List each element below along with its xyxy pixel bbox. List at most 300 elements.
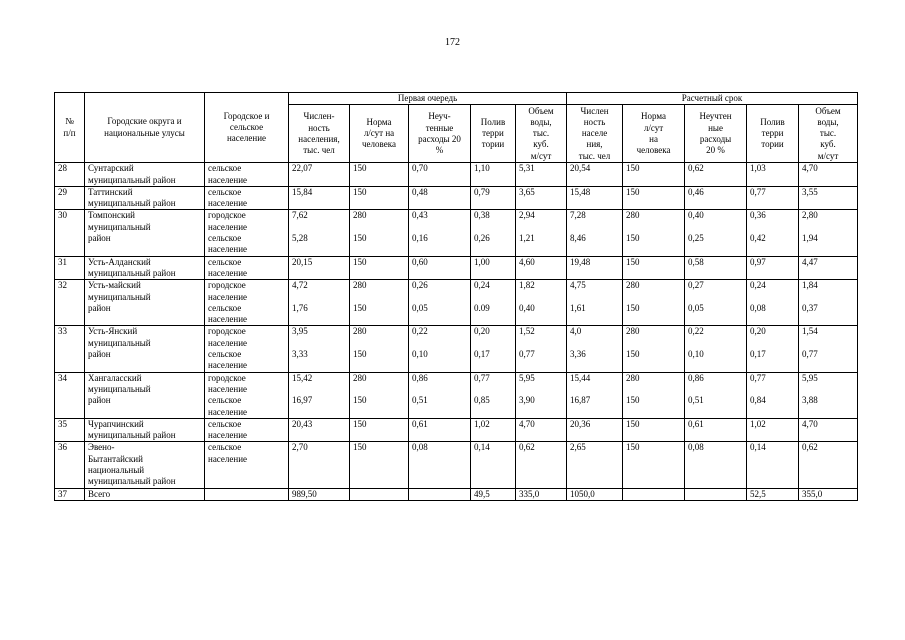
text-line [474, 314, 512, 325]
text-line: 0,43 [412, 210, 428, 221]
district-name-cell [85, 280, 205, 326]
first-stage-irrigation-cell [471, 210, 516, 256]
text-line: 150 [626, 418, 640, 429]
estimated-term-volume-cell [799, 163, 858, 187]
text-line: сельское [208, 163, 242, 174]
text-line: 0,14 [750, 442, 766, 453]
district-name-cell [85, 418, 205, 442]
text-line: 150 [626, 186, 640, 197]
text-line: на [649, 133, 658, 144]
text-line: 1,84 [802, 280, 818, 291]
text-line: население [208, 406, 248, 417]
text-line [802, 360, 854, 371]
table-row [55, 280, 858, 326]
text-line: 1,54 [802, 326, 818, 337]
population-type-cell [205, 186, 289, 210]
text-line: муниципальный [88, 221, 151, 232]
row-number-cell [55, 280, 85, 326]
text-line [208, 476, 285, 487]
estimated-term-volume-cell [799, 186, 858, 210]
estimated-term-irrigation-cell [747, 442, 799, 488]
first-stage-norm-cell [350, 163, 409, 187]
text-line: 280 [626, 372, 640, 383]
text-line: район [88, 349, 111, 360]
text-line [750, 222, 795, 233]
text-line [519, 360, 563, 371]
estimated-term-population-cell [567, 163, 623, 187]
header-g2-volume [799, 105, 858, 163]
first-stage-norm-cell [350, 280, 409, 326]
estimated-term-population-cell [567, 418, 623, 442]
text-line: население [208, 174, 248, 185]
text-line: 5,95 [519, 372, 535, 383]
text-line: 150 [626, 349, 640, 360]
text-line [688, 244, 743, 255]
estimated-term-unaccounted-cell [685, 280, 747, 326]
text-line: 20 % [706, 145, 725, 156]
table-row [55, 256, 858, 280]
text-line: 150 [353, 442, 367, 453]
first-stage-unaccounted-cell [409, 488, 471, 500]
text-line: 280 [626, 210, 640, 221]
text-line: население [208, 291, 248, 302]
text-line: 0,05 [412, 302, 428, 313]
text-line: сельское [208, 418, 242, 429]
text-line: 280 [353, 372, 367, 383]
text-line: 4,70 [802, 418, 818, 429]
first-stage-norm-cell [350, 326, 409, 372]
first-stage-unaccounted-cell [409, 210, 471, 256]
text-line: тыс. [532, 128, 550, 139]
text-line [519, 244, 563, 255]
row-number-cell [55, 326, 85, 372]
text-line: городское [208, 326, 246, 337]
text-line: 0,85 [474, 395, 490, 406]
text-line [519, 384, 563, 395]
text-line [412, 314, 467, 325]
text-line: сельское [208, 395, 242, 406]
text-line: 1,61 [570, 302, 586, 313]
district-name-cell [85, 163, 205, 187]
row-number-cell [55, 442, 85, 488]
text-line: 0,62 [688, 163, 704, 174]
text-line [292, 222, 346, 233]
table-row [55, 186, 858, 210]
text-line: 0,51 [412, 395, 428, 406]
estimated-term-norm-cell [623, 372, 685, 418]
district-name-cell [85, 488, 205, 500]
population-type-cell [205, 256, 289, 280]
first-stage-norm-cell [350, 372, 409, 418]
first-stage-population-cell [289, 488, 350, 500]
text-line: население [226, 133, 267, 144]
text-line: население [208, 221, 248, 232]
text-line: 0,36 [750, 210, 766, 221]
estimated-term-irrigation-cell [747, 256, 799, 280]
estimated-term-volume-cell [799, 372, 858, 418]
population-type-cell [205, 210, 289, 256]
text-line: 0,26 [412, 280, 428, 291]
text-line [474, 384, 512, 395]
first-stage-volume-cell [516, 256, 567, 280]
text-line: 16,87 [570, 395, 591, 406]
text-line [570, 360, 619, 371]
text-line: 0,58 [688, 256, 704, 267]
estimated-term-volume-cell [799, 326, 858, 372]
text-line: 3,88 [802, 395, 818, 406]
text-line: 15,44 [570, 372, 591, 383]
text-line: 3,36 [570, 349, 586, 360]
text-line: 2,80 [802, 210, 818, 221]
text-line [474, 338, 512, 349]
estimated-term-norm-cell [623, 326, 685, 372]
district-name-cell [85, 372, 205, 418]
text-line: 0,60 [412, 256, 428, 267]
header-row-groups [55, 93, 858, 105]
text-line: городское [208, 210, 246, 221]
text-line: Хангаласский [88, 372, 142, 383]
text-line [519, 292, 563, 303]
first-stage-unaccounted-cell [409, 280, 471, 326]
estimated-term-unaccounted-cell [685, 256, 747, 280]
text-line: тыс. чел [578, 150, 611, 161]
text-line: 4,72 [292, 280, 308, 291]
first-stage-population-cell [289, 372, 350, 418]
first-stage-irrigation-cell [471, 280, 516, 326]
text-line: население [208, 383, 248, 394]
first-stage-volume-cell [516, 210, 567, 256]
text-line [750, 360, 795, 371]
text-line [626, 407, 681, 418]
text-line [353, 384, 405, 395]
text-line [519, 338, 563, 349]
estimated-term-norm-cell [623, 163, 685, 187]
header-g1-irrigation [471, 105, 516, 163]
text-line [88, 407, 201, 418]
text-line: 0,08 [412, 442, 428, 453]
text-line: муниципальный район [88, 198, 176, 209]
table-row [55, 372, 858, 418]
first-stage-norm-cell [350, 488, 409, 500]
district-name-cell [85, 442, 205, 488]
text-line: сельское [229, 122, 264, 132]
text-line [626, 292, 681, 303]
text-line [353, 314, 405, 325]
table-row [55, 210, 858, 256]
population-type-cell [205, 372, 289, 418]
text-line: ность [583, 116, 606, 127]
text-line [519, 407, 563, 418]
text-line: население [208, 360, 248, 371]
first-stage-irrigation-cell [471, 442, 516, 488]
first-stage-irrigation-cell [471, 256, 516, 280]
text-line [519, 314, 563, 325]
estimated-term-unaccounted-cell [685, 210, 747, 256]
text-line: 49,5 [474, 488, 490, 499]
estimated-term-norm-cell [623, 280, 685, 326]
text-line [626, 360, 681, 371]
text-line [292, 384, 346, 395]
estimated-term-population-cell [567, 256, 623, 280]
text-line: ния, [586, 139, 603, 150]
text-line: 20,43 [292, 418, 313, 429]
estimated-term-norm-cell [623, 418, 685, 442]
text-line: 1,94 [802, 233, 818, 244]
text-line: 0,62 [802, 442, 818, 453]
estimated-term-irrigation-cell [747, 372, 799, 418]
text-line: 0,48 [412, 186, 428, 197]
estimated-term-population-cell [567, 488, 623, 500]
first-stage-unaccounted-cell [409, 186, 471, 210]
text-line: 0,42 [750, 233, 766, 244]
text-line [750, 338, 795, 349]
text-line: 0,22 [412, 326, 428, 337]
first-stage-irrigation-cell [471, 326, 516, 372]
text-line [412, 384, 467, 395]
text-line: 20,36 [570, 418, 591, 429]
text-line: Томпонский [88, 210, 135, 221]
text-line [353, 407, 405, 418]
text-line: 150 [626, 442, 640, 453]
text-line: сельское [208, 302, 242, 313]
header-g1-unaccounted [409, 105, 471, 163]
text-line: Неучтен [699, 111, 732, 122]
text-line: 1,82 [519, 280, 535, 291]
text-line: м/сут [530, 150, 552, 161]
estimated-term-volume-cell [799, 256, 858, 280]
text-line [750, 244, 795, 255]
text-line [570, 338, 619, 349]
text-line [88, 360, 201, 371]
text-line: 150 [353, 302, 367, 313]
text-line [292, 292, 346, 303]
text-line: 4,70 [519, 418, 535, 429]
text-line [570, 222, 619, 233]
population-type-cell [205, 488, 289, 500]
text-line: 0,08 [688, 442, 704, 453]
estimated-term-volume-cell [799, 488, 858, 500]
first-stage-irrigation-cell [471, 488, 516, 500]
row-number-cell [55, 418, 85, 442]
text-line: 30 [58, 210, 67, 221]
text-line: 0,22 [688, 326, 704, 337]
text-line: 280 [626, 280, 640, 291]
text-line: м/сут [817, 150, 839, 161]
text-line: 0,61 [412, 418, 428, 429]
first-stage-irrigation-cell [471, 372, 516, 418]
text-line: населе [581, 128, 608, 139]
text-line: 1050,0 [570, 488, 595, 499]
page-number: 172 [445, 37, 460, 48]
text-line: национальные улусы [104, 127, 185, 138]
first-stage-unaccounted-cell [409, 372, 471, 418]
text-line: 0,70 [412, 163, 428, 174]
text-line: 0,37 [802, 302, 818, 313]
text-line: 150 [626, 163, 640, 174]
header-first-stage: Первая очередь [289, 93, 567, 105]
text-line: район [88, 395, 111, 406]
text-line: 0,40 [688, 210, 704, 221]
text-line: Усть-Алданский [88, 256, 151, 267]
estimated-term-irrigation-cell [747, 488, 799, 500]
text-line: Усть-майский [88, 280, 141, 291]
text-line [802, 407, 854, 418]
text-line: 150 [353, 395, 367, 406]
estimated-term-population-cell [567, 186, 623, 210]
text-line [412, 360, 467, 371]
first-stage-population-cell [289, 418, 350, 442]
text-line: муниципальный район [88, 430, 176, 441]
text-line: 28 [58, 163, 67, 174]
first-stage-volume-cell [516, 326, 567, 372]
text-line [750, 314, 795, 325]
estimated-term-irrigation-cell [747, 280, 799, 326]
text-line: Усть-Янский [88, 326, 138, 337]
estimated-term-unaccounted-cell [685, 488, 747, 500]
header-g2-norm [623, 105, 685, 163]
text-line: 0,86 [412, 372, 428, 383]
estimated-term-norm-cell [623, 210, 685, 256]
text-line: Неуч- [428, 111, 451, 122]
text-line: тыс. [819, 128, 837, 139]
text-line: население [208, 430, 248, 441]
estimated-term-irrigation-cell [747, 163, 799, 187]
text-line: 0,77 [802, 349, 818, 360]
text-line: 0,86 [688, 372, 704, 383]
estimated-term-population-cell [567, 210, 623, 256]
text-line [570, 292, 619, 303]
text-line: куб. [533, 139, 549, 150]
text-line: 0,77 [750, 372, 766, 383]
text-line: 5,28 [292, 233, 308, 244]
header-g1-population [289, 105, 350, 163]
water-consumption-table [54, 92, 858, 501]
first-stage-irrigation-cell [471, 163, 516, 187]
text-line: 150 [353, 186, 367, 197]
text-line [802, 292, 854, 303]
first-stage-volume-cell [516, 372, 567, 418]
text-line: население [208, 267, 248, 278]
district-name-cell [85, 186, 205, 210]
text-line [292, 338, 346, 349]
estimated-term-irrigation-cell [747, 418, 799, 442]
text-line: 0,24 [474, 280, 490, 291]
text-line: 1,76 [292, 302, 308, 313]
text-line: 0,10 [412, 349, 428, 360]
estimated-term-norm-cell [623, 186, 685, 210]
estimated-term-volume-cell [799, 210, 858, 256]
text-line: 8,46 [570, 233, 586, 244]
text-line [688, 338, 743, 349]
header-population-type [205, 93, 289, 163]
text-line: 15,42 [292, 372, 313, 383]
first-stage-population-cell [289, 163, 350, 187]
text-line: ность [308, 122, 330, 133]
text-line [626, 222, 681, 233]
text-line [688, 292, 743, 303]
text-line: 355,0 [802, 488, 823, 499]
header-g1-volume [516, 105, 567, 163]
population-type-cell [205, 418, 289, 442]
estimated-term-norm-cell [623, 442, 685, 488]
text-line [750, 407, 795, 418]
text-line: 150 [626, 302, 640, 313]
estimated-term-unaccounted-cell [685, 163, 747, 187]
text-line: 1,03 [750, 163, 766, 174]
first-stage-population-cell [289, 186, 350, 210]
text-line: Норма [641, 111, 667, 122]
text-line: национальный [88, 465, 145, 476]
text-line: 0,79 [474, 186, 490, 197]
text-line: 0,61 [688, 418, 704, 429]
text-line: населения, [298, 133, 340, 144]
text-line: Объем [528, 105, 554, 116]
first-stage-unaccounted-cell [409, 442, 471, 488]
text-line: население [208, 244, 248, 255]
text-line: население [208, 314, 248, 325]
first-stage-population-cell [289, 326, 350, 372]
text-line: 0,25 [688, 233, 704, 244]
text-line: 0,24 [750, 280, 766, 291]
text-line [88, 314, 201, 325]
text-line: л/сут [643, 122, 664, 133]
text-line: 34 [58, 372, 67, 383]
text-line: 4,0 [570, 326, 582, 337]
text-line: 32 [58, 280, 67, 291]
text-line [570, 384, 619, 395]
text-line [353, 244, 405, 255]
text-line [412, 292, 467, 303]
first-stage-norm-cell [350, 186, 409, 210]
text-line [688, 384, 743, 395]
text-line: расходы [699, 133, 732, 144]
text-line [750, 292, 795, 303]
text-line [626, 384, 681, 395]
header-g2-population [567, 105, 623, 163]
estimated-term-norm-cell [623, 256, 685, 280]
text-line: тенные [425, 122, 454, 133]
text-line [292, 244, 346, 255]
text-line: тыс. чел [303, 145, 335, 156]
text-line: население [208, 337, 248, 348]
text-line [292, 314, 346, 325]
first-stage-population-cell [289, 256, 350, 280]
text-line: 0,97 [750, 256, 766, 267]
text-line: терри [482, 128, 504, 139]
text-line: Городское и [223, 110, 270, 121]
text-line: 150 [353, 418, 367, 429]
header-num [55, 93, 85, 163]
text-line: 3,55 [802, 186, 818, 197]
text-line [626, 338, 681, 349]
text-line: 0,46 [688, 186, 704, 197]
text-line: % [435, 145, 444, 156]
text-line: 3,90 [519, 395, 535, 406]
text-line [802, 314, 854, 325]
text-line: куб. [820, 139, 836, 150]
table-row [55, 418, 858, 442]
row-number-cell [55, 210, 85, 256]
text-line: 0,77 [474, 372, 490, 383]
row-number-cell [55, 186, 85, 210]
text-line: 20,54 [570, 163, 591, 174]
text-line: 16,97 [292, 395, 313, 406]
text-line: муниципальный [88, 383, 151, 394]
text-line: № [65, 116, 74, 127]
text-line: 2,94 [519, 210, 535, 221]
estimated-term-volume-cell [799, 280, 858, 326]
text-line [802, 384, 854, 395]
